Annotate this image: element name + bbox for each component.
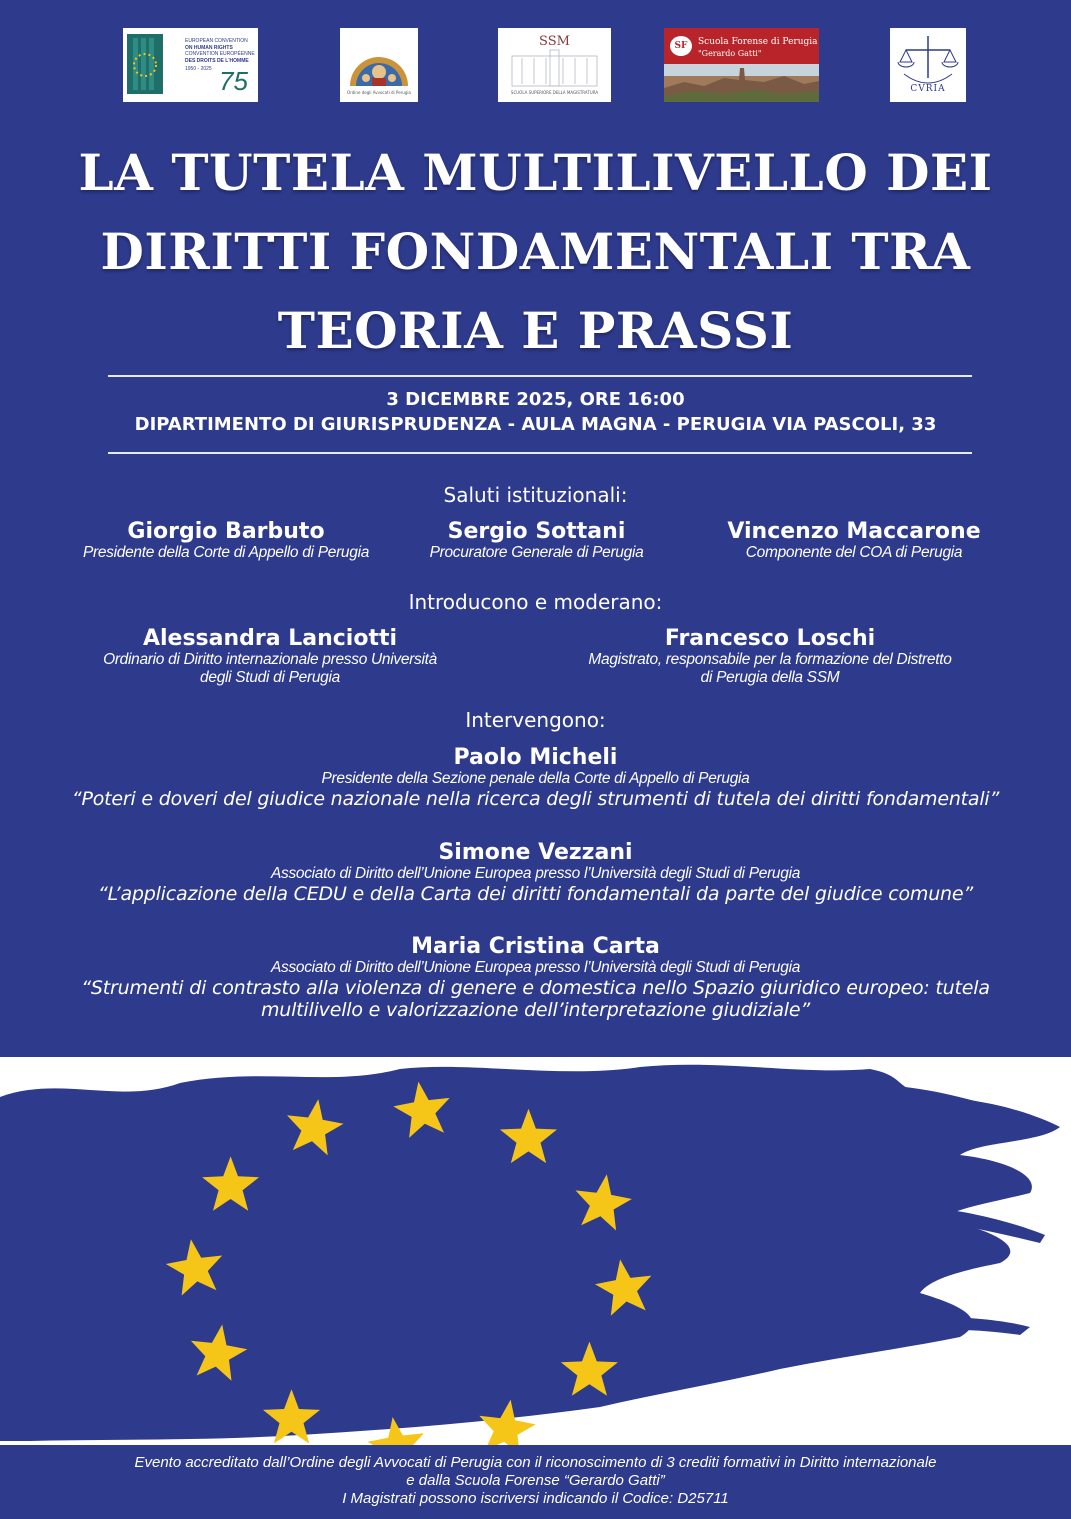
curia-logo <box>890 28 966 102</box>
ssm-caption: SCUOLA SUPERIORE DELLA MAGISTRATURA <box>510 90 599 95</box>
person-name: Vincenzo Maccarone <box>727 519 981 544</box>
ssm-abbr: SSM <box>539 34 570 49</box>
scuola-forense-logo <box>664 28 819 102</box>
accreditation-footer <box>0 1445 1071 1519</box>
speaker <box>0 840 1071 905</box>
moderators-heading: Introducono e moderano: <box>408 590 663 614</box>
speaker-name: Paolo Micheli <box>453 745 618 770</box>
sf-name: Scuola Forense di Perugia <box>698 37 818 47</box>
echr-line-4: DES DROITS DE L'HOMME <box>185 57 249 64</box>
eu-flag-brush-icon <box>0 1057 1071 1445</box>
speaker-name: Maria Cristina Carta <box>411 934 660 959</box>
ssm-logo <box>498 28 611 102</box>
divider-bottom <box>108 452 972 454</box>
person-name: Giorgio Barbuto <box>127 519 325 544</box>
person-role-line-1: Ordinario di Diritto internazionale presso Università <box>103 651 437 668</box>
footer-line-2: e dalla Scuola Forense “Gerardo Gatti” <box>406 1472 665 1489</box>
speaker <box>0 745 1071 810</box>
divider-top <box>108 375 972 377</box>
event-venue: DIPARTIMENTO DI GIURISPRUDENZA - AULA MAGNA - PERUGIA VIA PASCOLI, 33 <box>134 414 937 435</box>
sf-badge <box>670 36 692 56</box>
person-name: Alessandra Lanciotti <box>142 626 398 651</box>
greeting-person <box>700 519 1008 562</box>
person-role: Presidente della Corte di Appello di Perugia <box>82 544 370 561</box>
footer-line-1: Evento accreditato dall’Ordine degli Avvocati di Perugia con il riconoscimento di 3 crediti formativi in Diritto internazionale <box>134 1454 937 1471</box>
speaker-role: Associato di Diritto dell’Unione Europea presso l’Università degli Studi di Perugia <box>270 959 801 976</box>
speaker-talk-line-1: “Strumenti di contrasto alla violenza di genere e domestica nello Spazio giuridico europeo: tutela <box>81 977 990 999</box>
title-line-3: TEORIA E PRASSI <box>277 301 794 360</box>
ordine-caption: Ordine degli Avvocati di Perugia <box>347 90 411 95</box>
moderator-person <box>60 626 480 687</box>
speaker-talk: “Poteri e doveri del giudice nazionale nella ricerca degli strumenti di tutela dei diritti fondamentali” <box>71 788 1000 810</box>
person-role: Procuratore Generale di Perugia <box>429 544 644 561</box>
greeting-person <box>380 519 693 562</box>
speaker-talk: “L’applicazione della CEDU e della Carta dei diritti fondamentali da parte del giudice comune” <box>97 883 974 905</box>
perugia-skyline-icon <box>664 64 819 102</box>
person-role-line-1: Magistrato, responsabile per la formazione del Distretto <box>588 651 952 668</box>
speakers-heading: Intervengono: <box>465 708 606 732</box>
greetings-heading: Saluti istituzionali: <box>443 483 628 507</box>
echr-line-5: 1950 - 2025 <box>185 66 212 72</box>
speaker-role: Presidente della Sezione penale della Corte di Appello di Perugia <box>321 770 750 787</box>
echr-logo <box>123 28 258 102</box>
title-line-2: DIRITTI FONDAMENTALI TRA <box>100 222 971 281</box>
echr-line-1: EUROPEAN CONVENTION <box>185 38 248 44</box>
speaker-role: Associato di Diritto dell’Unione Europea presso l’Università degli Studi di Perugia <box>270 865 801 882</box>
sf-badge-text: SF <box>674 41 688 51</box>
poster-title <box>0 133 1071 370</box>
moderator-person <box>555 626 985 687</box>
event-date: 3 DICEMBRE 2025, ORE 16:00 <box>386 389 685 410</box>
echr-line-3: CONVENTION EUROPÉENNE <box>185 51 255 57</box>
speaker-name: Simone Vezzani <box>438 840 633 865</box>
title-line-1: LA TUTELA MULTILIVELLO DEI <box>78 143 993 202</box>
speaker-talk-line-2: multilivello e valorizzazione dell’interpretazione giudiziale” <box>260 999 811 1021</box>
person-name: Francesco Loschi <box>664 626 876 651</box>
person-name: Sergio Sottani <box>447 519 626 544</box>
ordine-avvocati-logo <box>340 28 418 102</box>
curia-text: CVRIA <box>910 84 946 94</box>
speaker <box>0 934 1071 1021</box>
echr-75: 75 <box>219 66 248 96</box>
echr-line-2: ON HUMAN RIGHTS <box>185 44 233 51</box>
person-role-line-2: di Perugia della SSM <box>700 669 840 686</box>
person-role: Componente del COA di Perugia <box>745 544 963 561</box>
sf-subname: "Gerardo Gatti" <box>698 49 762 58</box>
greeting-person <box>48 519 404 562</box>
footer-line-3: I Magistrati possono iscriversi indicando il Codice: D25711 <box>342 1490 729 1507</box>
eu-flag-area <box>0 1057 1071 1445</box>
person-role-line-2: degli Studi di Perugia <box>200 669 340 686</box>
